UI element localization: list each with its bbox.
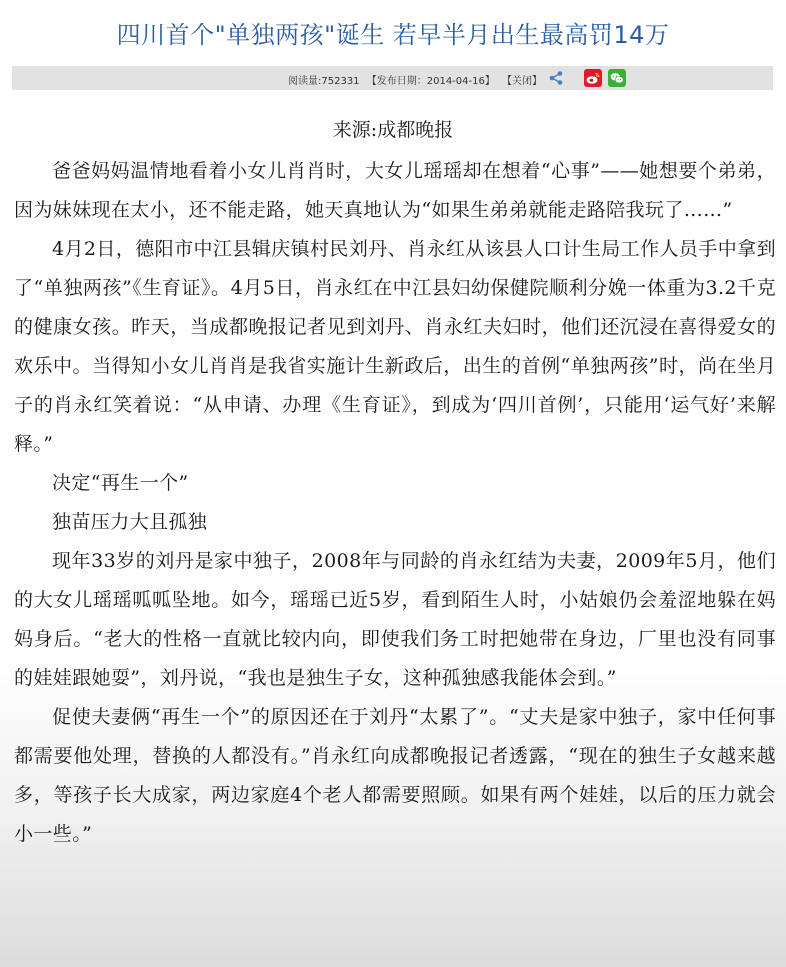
view-count: 阅读量:752331 xyxy=(288,76,360,87)
subheading-pressure: 独苗压力大且孤独 xyxy=(52,511,208,533)
article-meta-bar xyxy=(12,66,773,90)
paragraph-intro: 爸爸妈妈温情地看着小女儿肖肖时，大女儿瑶瑶却在想着“心事”——她想要个弟弟，因为妹妹现在太小，还不能走路，她天真地认为“如果生弟弟就能走路陪我玩了……” xyxy=(14,160,776,221)
article-body xyxy=(14,152,776,854)
paragraph-family: 现年33岁的刘丹是家中独子，2008年与同龄的肖永红结为夫妻，2009年5月，他们的大女儿瑶瑶呱呱坠地。如今，瑶瑶已近5岁，看到陌生人时，小姑娘仍会羞涩地躲在妈妈身后。“老大的性格一直就比较内向，即使我们务工时把她带在身边，厂里也没有同事的娃娃跟她耍”，刘丹说，“我也是独生子女，这种孤独感我能体会到。” xyxy=(14,550,776,689)
wechat-icon[interactable] xyxy=(608,69,626,87)
article-source: 来源:成都晚报 xyxy=(332,119,454,141)
paragraph-birth: 4月2日，德阳市中江县辑庆镇村民刘丹、肖永红从该县人口计生局工作人员手中拿到了“单独两孩”《生育证》。4月5日，肖永红在中江县妇幼保健院顺利分娩一体重为3.2千克的健康女孩。昨天，当成都晚报记者见到刘丹、肖永红夫妇时，他们还沉浸在喜得爱女的欢乐中。当得知小女儿肖肖是我省实施计生新政后，出生的首例“单独两孩”时，尚在坐月子的肖永红笑着说：“从申请、办理《生育证》，到成为‘四川首例’，只能用‘运气好’来解释。” xyxy=(14,238,776,455)
publish-date: 【发布日期：2014-04-16】 xyxy=(366,76,495,87)
subheading-decision: 决定“再生一个” xyxy=(52,472,189,494)
paragraph-reason: 促使夫妻俩“再生一个”的原因还在于刘丹“太累了”。“丈夫是家中独子，家中任何事都需要他处理，替换的人都没有。”肖永红向成都晚报记者透露，“现在的独生子女越来越多，等孩子长大成家，两边家庭4个老人都需要照顾。如果有两个娃娃，以后的压力就会小一些。” xyxy=(14,706,776,845)
article-title: 四川首个"单独两孩"诞生 若早半月出生最高罚14万 xyxy=(116,21,670,49)
weibo-icon[interactable] xyxy=(584,69,602,87)
share-icon[interactable] xyxy=(548,70,564,86)
close-link[interactable]: 【关闭】 xyxy=(502,76,543,87)
article-meta xyxy=(288,72,546,87)
